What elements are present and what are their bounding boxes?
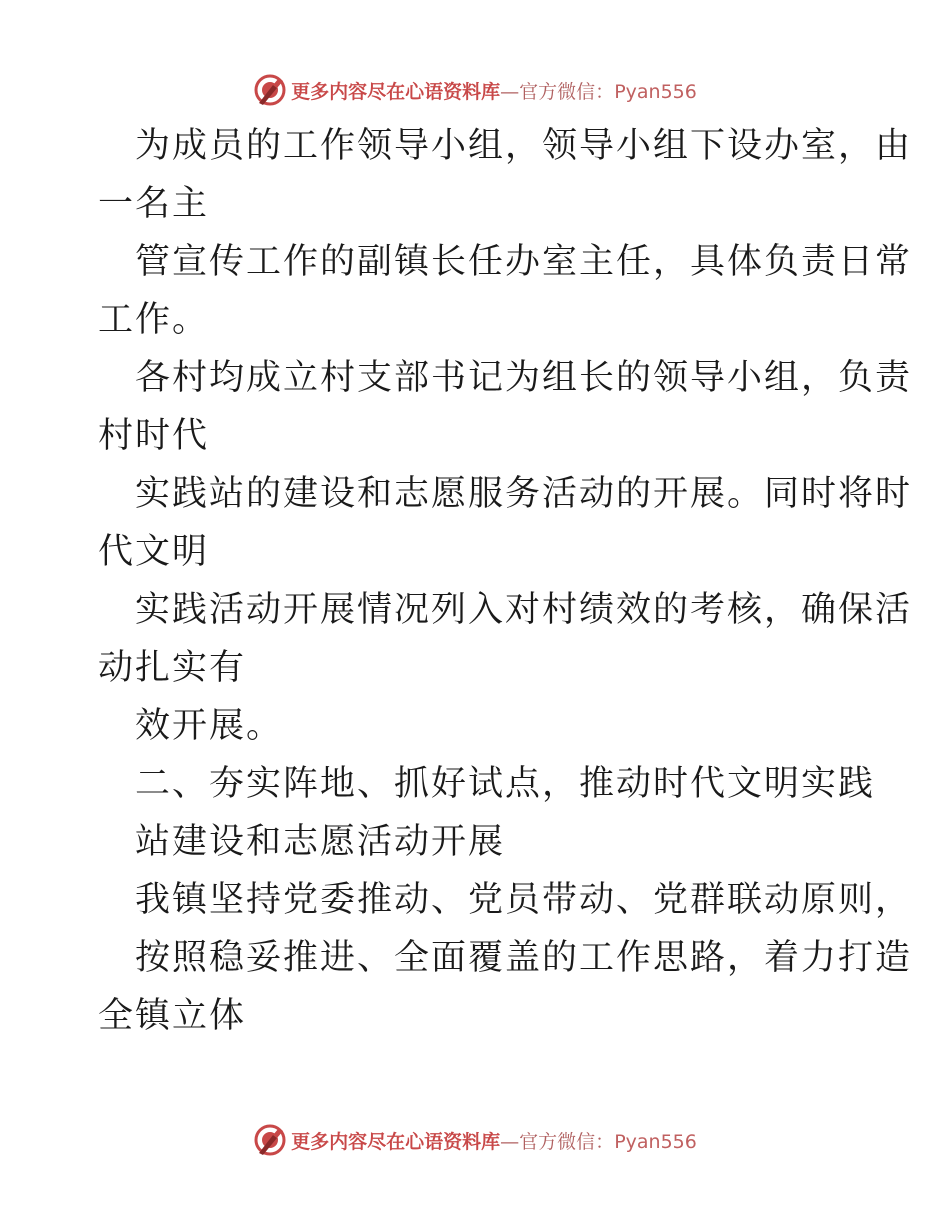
body-line: 为成员的工作领导小组，领导小组下设办室，由	[135, 126, 913, 166]
body-line: 管宣传工作的副镇长任办室主任，具体负责日常	[135, 242, 913, 282]
body-line: 工作。	[98, 300, 210, 340]
body-line: 各村均成立村支部书记为组长的领导小组，负责	[135, 358, 913, 398]
body-line: 效开展。	[135, 706, 284, 746]
document-body	[98, 117, 913, 1045]
watermark-text	[291, 77, 697, 104]
header-watermark	[0, 70, 950, 110]
watermark-main: 更多内容尽在心语资料库	[291, 1130, 501, 1153]
footer-watermark	[0, 1120, 950, 1160]
body-line: 动扎实有	[98, 648, 247, 688]
body-line: 实践活动开展情况列入对村绩效的考核，确保活	[135, 590, 913, 630]
body-line: 按照稳妥推进、全面覆盖的工作思路，着力打造	[135, 938, 913, 978]
pen-seal-icon	[253, 73, 287, 107]
watermark-id: Pyan556	[614, 80, 697, 103]
body-line: 村时代	[98, 416, 210, 456]
watermark-id: Pyan556	[614, 1130, 697, 1153]
body-line: 全镇立体	[98, 996, 247, 1036]
body-line: 实践站的建设和志愿服务活动的开展。同时将时	[135, 474, 913, 514]
body-line: 站建设和志愿活动开展	[135, 822, 506, 862]
watermark-suffix: —官方微信：	[500, 80, 615, 103]
body-line: 二、夯实阵地、抓好试点，推动时代文明实践	[135, 764, 876, 804]
body-line: 我镇坚持党委推动、党员带动、党群联动原则，	[135, 880, 913, 920]
watermark-main: 更多内容尽在心语资料库	[291, 80, 501, 103]
body-line: 代文明	[98, 532, 210, 572]
body-line: 一名主	[98, 184, 210, 224]
pen-seal-icon	[253, 1123, 287, 1157]
watermark-text	[291, 1127, 697, 1154]
watermark-suffix: —官方微信：	[500, 1130, 615, 1153]
